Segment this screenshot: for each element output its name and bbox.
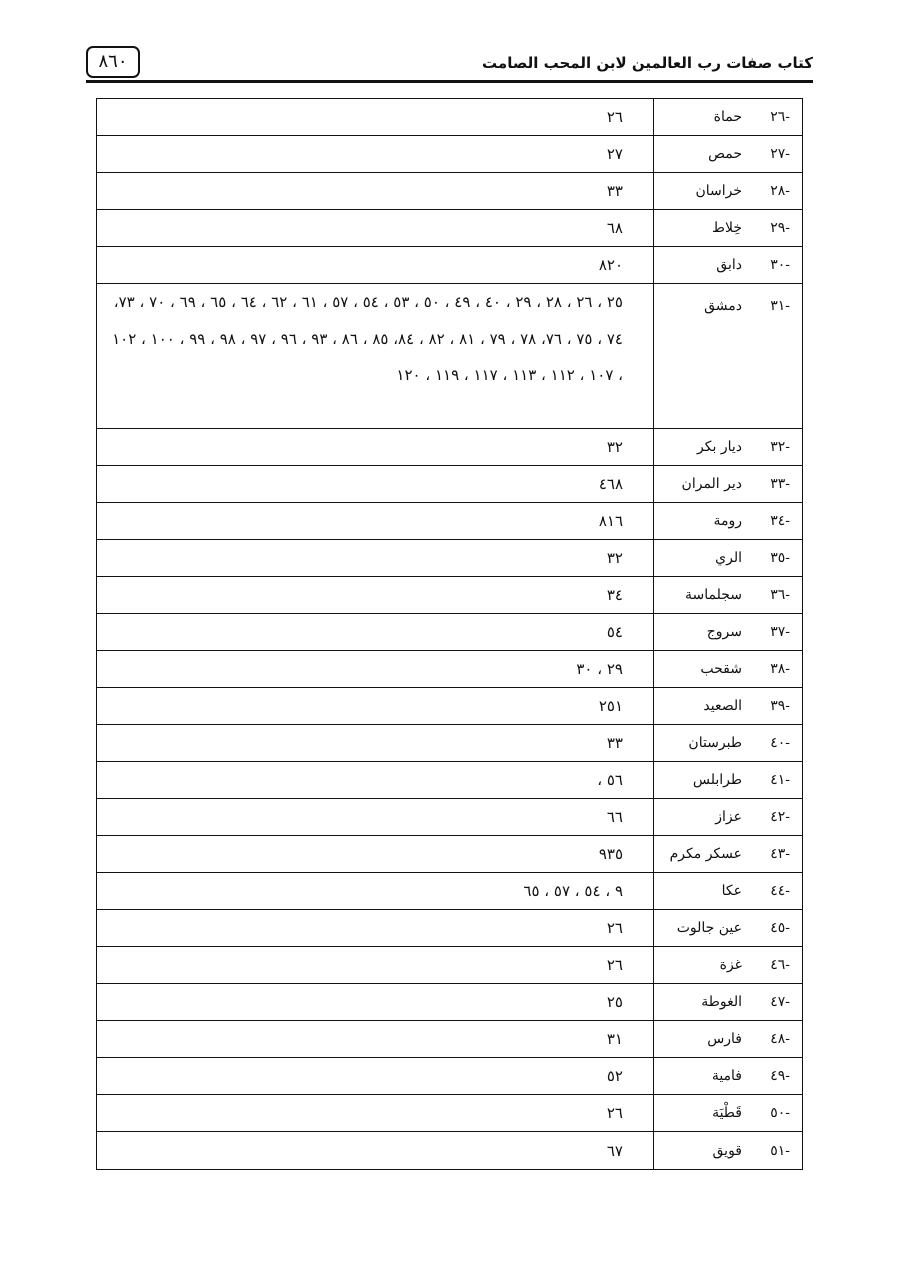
page-references: ٨٢٠ bbox=[598, 256, 623, 274]
page-references: ٣١ bbox=[606, 1030, 623, 1048]
place-cell bbox=[653, 99, 802, 135]
place-name: قويق bbox=[712, 1142, 742, 1159]
entry-number: -٢٨ bbox=[770, 183, 790, 199]
place-name: عين جالوت bbox=[676, 920, 742, 936]
entry-number: -٤٤ bbox=[770, 883, 790, 899]
place-cell bbox=[653, 910, 802, 946]
book-title: كتاب صفات رب العالمين لابن المحب الصامت bbox=[482, 54, 813, 72]
entry-number: -٤٨ bbox=[770, 1031, 790, 1047]
entry-number: -٥١ bbox=[770, 1142, 790, 1159]
place-cell bbox=[653, 136, 802, 172]
entry-number: -٤٥ bbox=[770, 920, 790, 936]
place-cell bbox=[653, 540, 802, 576]
table-row bbox=[97, 210, 802, 247]
table-row bbox=[97, 614, 802, 651]
place-cell bbox=[653, 429, 802, 465]
place-name: خِلاط bbox=[712, 220, 742, 236]
table-row bbox=[97, 540, 802, 577]
place-name: حمص bbox=[708, 146, 742, 162]
place-cell bbox=[653, 503, 802, 539]
page-references: ٢٦ bbox=[606, 108, 623, 126]
place-cell bbox=[653, 1095, 802, 1131]
place-name: رومة bbox=[713, 513, 742, 529]
entry-number: -٢٦ bbox=[770, 109, 790, 125]
place-name: ديار بكر bbox=[697, 439, 742, 455]
place-cell bbox=[653, 577, 802, 613]
table-row bbox=[97, 984, 802, 1021]
place-name: طبرستان bbox=[688, 735, 742, 751]
page-references: ٣٣ bbox=[606, 182, 623, 200]
page-references: ٥٢ bbox=[606, 1067, 623, 1085]
entry-number: -٥٠ bbox=[770, 1105, 790, 1121]
entry-number: -٣١ bbox=[770, 298, 790, 314]
entry-number: -٣٣ bbox=[770, 476, 790, 492]
table-row bbox=[97, 136, 802, 173]
entry-number: -٤٢ bbox=[770, 809, 790, 825]
place-name: فامية bbox=[711, 1068, 742, 1084]
page-references: ٣٢ bbox=[606, 438, 623, 456]
place-name: خراسان bbox=[695, 183, 742, 199]
place-name: عزاز bbox=[715, 809, 742, 825]
table-row bbox=[97, 910, 802, 947]
place-cell bbox=[653, 1132, 802, 1169]
table-row bbox=[97, 1058, 802, 1095]
place-name: الصعيد bbox=[703, 698, 742, 714]
table-row bbox=[97, 947, 802, 984]
entry-number: -٤١ bbox=[770, 772, 790, 788]
place-name: سجلماسة bbox=[685, 587, 742, 603]
page-references: ٣٣ bbox=[606, 734, 623, 752]
page-references: ٢٦ bbox=[606, 956, 623, 974]
page-references: ٩ ، ٥٤ ، ٥٧ ، ٦٥ bbox=[523, 882, 623, 900]
entry-number: -٢٧ bbox=[770, 146, 790, 162]
table-row bbox=[97, 503, 802, 540]
page-references: ٥٦ ، bbox=[597, 771, 623, 789]
entry-number: -٣٢ bbox=[770, 439, 790, 455]
page-number: ٨٦٠ bbox=[86, 46, 140, 78]
table-row bbox=[97, 284, 802, 429]
entry-number: -٢٩ bbox=[770, 220, 790, 236]
place-cell bbox=[653, 836, 802, 872]
place-name: عسكر مكرم bbox=[669, 846, 742, 862]
page-references: ٩٣٥ bbox=[598, 845, 623, 863]
table-row bbox=[97, 466, 802, 503]
entry-number: -٣٩ bbox=[770, 698, 790, 714]
table-row bbox=[97, 725, 802, 762]
place-name: الغوطة bbox=[701, 994, 742, 1010]
places-index-table bbox=[96, 98, 803, 1170]
page-references: ٨١٦ bbox=[598, 512, 623, 530]
entry-number: -٣٧ bbox=[770, 624, 790, 640]
page-references: ٢٩ ، ٣٠ bbox=[576, 660, 623, 678]
table-row bbox=[97, 836, 802, 873]
place-cell bbox=[653, 247, 802, 283]
page-references: ٢٦ bbox=[606, 1104, 623, 1122]
place-name: دمشق bbox=[704, 298, 742, 314]
place-cell bbox=[653, 466, 802, 502]
page-references: ٢٧ bbox=[606, 145, 623, 163]
place-name: دابق bbox=[716, 257, 742, 273]
entry-number: -٤٦ bbox=[770, 957, 790, 973]
header-rule bbox=[86, 80, 813, 83]
entry-number: -٣٥ bbox=[770, 550, 790, 566]
entry-number: -٤٧ bbox=[770, 994, 790, 1010]
page-references: ٣٤ bbox=[606, 586, 623, 604]
place-name: حماة bbox=[713, 109, 742, 125]
place-name: شقحب bbox=[700, 661, 742, 677]
table-row bbox=[97, 429, 802, 466]
page-references: ٦٦ bbox=[606, 808, 623, 826]
table-row bbox=[97, 762, 802, 799]
table-row bbox=[97, 799, 802, 836]
table-row bbox=[97, 1132, 802, 1169]
place-name: سروج bbox=[706, 624, 742, 640]
entry-number: -٤٩ bbox=[770, 1068, 790, 1084]
place-cell bbox=[653, 651, 802, 687]
table-row bbox=[97, 577, 802, 614]
page-references: ٢٦ bbox=[606, 919, 623, 937]
place-cell bbox=[653, 688, 802, 724]
page-references: ٤٦٨ bbox=[598, 475, 623, 493]
place-name: فارس bbox=[707, 1031, 742, 1047]
table-row bbox=[97, 873, 802, 910]
page-references: ٢٥ bbox=[606, 993, 623, 1011]
entry-number: -٤٣ bbox=[770, 846, 790, 862]
entry-number: -٣٨ bbox=[770, 661, 790, 677]
table-row bbox=[97, 173, 802, 210]
place-name: عكا bbox=[721, 883, 742, 899]
place-cell bbox=[653, 947, 802, 983]
place-cell bbox=[653, 210, 802, 246]
entry-number: -٤٠ bbox=[770, 735, 790, 751]
place-cell bbox=[653, 873, 802, 909]
table-row bbox=[97, 651, 802, 688]
place-cell bbox=[653, 284, 802, 428]
place-cell bbox=[653, 799, 802, 835]
page-references: ٢٥ ، ٢٦ ، ٢٨ ، ٢٩ ، ٤٠ ، ٤٩ ، ٥٠ ، ٥٣ ، ٥٤ ، ٥٧ ، ٦١ ، ٦٢ ، ٦٤ ، ٦٥ ، ٦٩ ، ٧٠ ، ٧٣، ٧٤ ، ٧٥ ، ٧٦، ٧٨ ، ٧٩ ، ٨١ ، ٨٢ ، ٨٤، ٨٥ ، ٨٦ ، ٩٣ ، ٩٦ ، ٩٧ ، ٩٨ ، ٩٩ ، ١٠٠ ، ١٠٢ ، ١٠٧ ، ١١٢ ، ١١٣ ، ١١٧ ، ١١٩ ، ١٢٠ bbox=[112, 293, 623, 384]
place-cell bbox=[653, 1021, 802, 1057]
page-references: ٦٨ bbox=[606, 219, 623, 237]
page-references: ٢٥١ bbox=[598, 697, 623, 715]
place-name: قَطْيَة bbox=[712, 1105, 742, 1121]
page-references: ٥٤ bbox=[606, 623, 623, 641]
entry-number: -٣٦ bbox=[770, 587, 790, 603]
table-row bbox=[97, 99, 802, 136]
table-row bbox=[97, 688, 802, 725]
place-cell bbox=[653, 984, 802, 1020]
place-name: الري bbox=[715, 550, 742, 566]
place-name: غزة bbox=[719, 957, 742, 973]
place-cell bbox=[653, 762, 802, 798]
entry-number: -٣٤ bbox=[770, 513, 790, 529]
page-references: ٣٢ bbox=[606, 549, 623, 567]
place-name: دير المران bbox=[681, 476, 742, 492]
page-header bbox=[86, 44, 813, 84]
table-row bbox=[97, 1095, 802, 1132]
place-cell bbox=[653, 173, 802, 209]
entry-number: -٣٠ bbox=[770, 257, 790, 273]
page-references: ٦٧ bbox=[606, 1141, 623, 1160]
table-row bbox=[97, 1021, 802, 1058]
place-name: طرابلس bbox=[692, 772, 742, 788]
place-cell bbox=[653, 614, 802, 650]
table-row bbox=[97, 247, 802, 284]
place-cell bbox=[653, 725, 802, 761]
place-cell bbox=[653, 1058, 802, 1094]
